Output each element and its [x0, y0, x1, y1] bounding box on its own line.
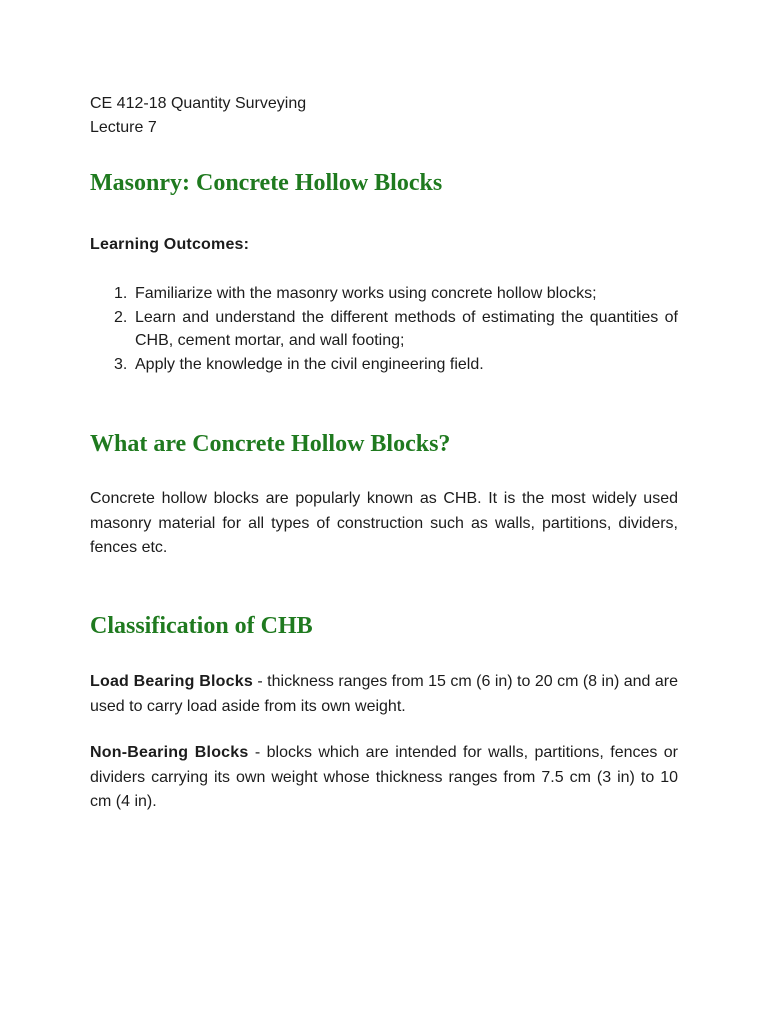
list-number: 1. — [114, 285, 128, 302]
list-item-text: Learn and understand the different methods of estimating the quantities of CHB, cement mortar, and wall footing; — [135, 308, 678, 349]
load-bearing-term: Load Bearing Blocks — [90, 673, 253, 690]
list-number: 3. — [114, 355, 128, 373]
list-item-text: Familiarize with the masonry works using concrete hollow blocks; — [135, 285, 597, 302]
non-bearing-term: Non-Bearing Blocks — [90, 744, 249, 761]
section-heading-masonry: Masonry: Concrete Hollow Blocks — [90, 170, 443, 196]
load-bearing-paragraph — [90, 670, 678, 719]
load-bearing-description: - thickness ranges from 15 cm (6 in) to 20 cm (8 in) and are used to carry load aside from its own weight. — [90, 673, 679, 715]
list-item-text: Apply the knowledge in the civil engineering field. — [135, 355, 484, 373]
lecture-number: Lecture 7 — [90, 119, 157, 136]
non-bearing-description: - blocks which are intended for walls, partitions, fences or dividers carrying its own weight whose thickness ranges from 7.5 cm (3 in) to 10 cm (4 in). — [90, 744, 679, 810]
learning-outcomes-label: Learning Outcomes: — [90, 236, 250, 253]
list-item — [90, 353, 678, 377]
learning-outcomes-list — [90, 282, 678, 376]
non-bearing-paragraph — [90, 741, 678, 815]
course-title: CE 412-18 Quantity Surveying — [90, 95, 307, 112]
section-heading-what-are-chb: What are Concrete Hollow Blocks? — [90, 431, 451, 457]
list-item — [90, 282, 678, 306]
list-item — [90, 306, 678, 353]
section-heading-classification: Classification of CHB — [90, 613, 313, 639]
list-number: 2. — [114, 308, 128, 326]
chb-definition-paragraph: Concrete hollow blocks are popularly known as CHB. It is the most widely used masonry material for all types of construction such as walls, partitions, dividers, fences etc. — [90, 490, 678, 556]
